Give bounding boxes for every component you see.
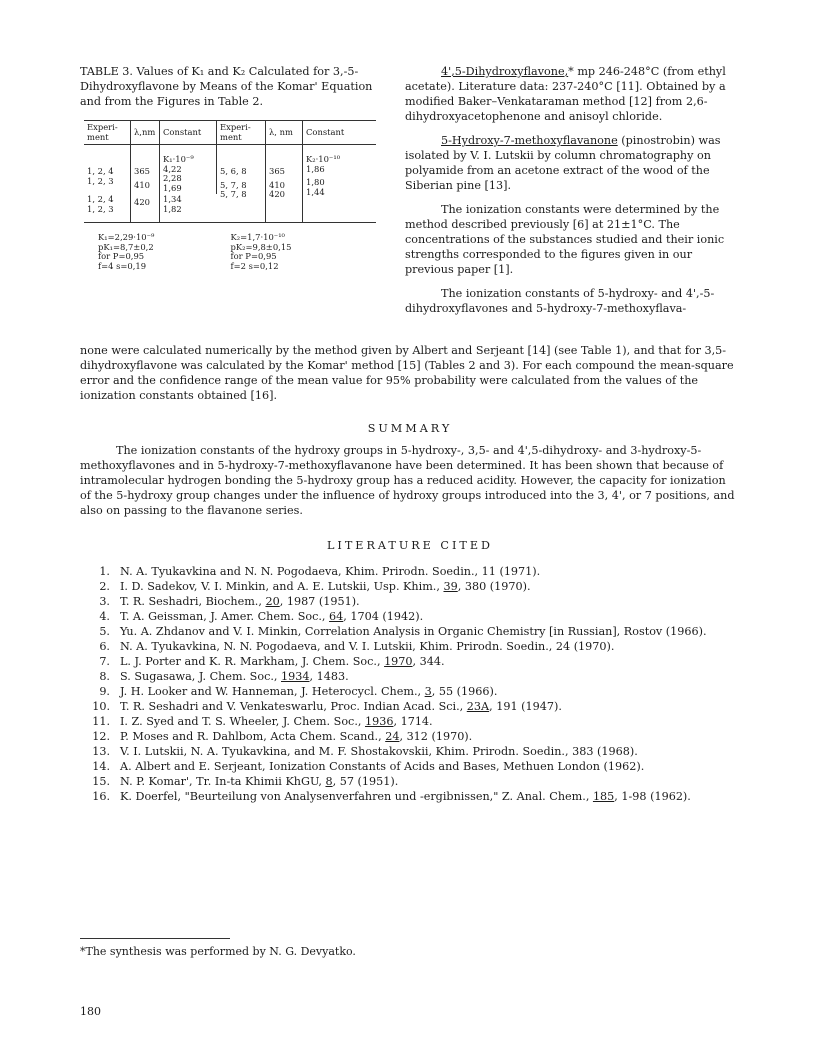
reference-item <box>80 609 760 624</box>
reference-item <box>80 714 760 729</box>
cell-exp: 5, 6, 8 5, 7, 8 5, 7, 8 <box>217 145 266 223</box>
reference-number: 9. <box>99 685 110 698</box>
reference-text: I. Z. Syed and T. S. Wheeler, J. Chem. Soc., 1936, 1714. <box>120 715 433 728</box>
cell-exp: 1, 2, 4 1, 2, 3 <box>84 194 131 223</box>
reference-number: 11. <box>92 715 110 728</box>
reference-item <box>80 624 760 639</box>
cell-nm: 365 410 420 <box>266 145 303 223</box>
reference-text: T. R. Seshadri and V. Venkateswarlu, Proc. Indian Acad. Sci., 23A, 191 (1947). <box>120 700 562 713</box>
table-caption: TABLE 3. Values of K₁ and K₂ Calculated for 3,-5-Dihydroxyflavone by Means of the Komar' Equation and from the Figures in Table 2. <box>80 65 373 108</box>
reference-item <box>80 639 760 654</box>
reference-number: 16. <box>92 790 110 803</box>
reference-text: A. Albert and E. Serjeant, Ionization Constants of Acids and Bases, Methuen London (1962). <box>120 760 645 773</box>
reference-number: 6. <box>99 640 110 653</box>
reference-list <box>80 564 760 804</box>
reference-number: 8. <box>99 670 110 683</box>
reference-text: N. A. Tyukavkina, N. N. Pogodaeva, and V. I. Lutskii, Khim. Prirodn. Soedin., 24 (1970). <box>120 640 615 653</box>
cell-const: 1,34 1,82 <box>163 194 182 214</box>
reference-number: 12. <box>92 730 110 743</box>
table-row <box>84 145 376 195</box>
summary-k2: K₂=1,7·10⁻¹⁰ pK₂=9,8±0,15 for P=0,95 f=2 s=0,12 <box>217 223 377 273</box>
reference-text: J. H. Looker and W. Hanneman, J. Heterocycl. Chem., 3, 55 (1966). <box>120 685 498 698</box>
reference-item <box>80 744 760 759</box>
reference-number: 7. <box>99 655 110 668</box>
reference-item <box>80 669 760 684</box>
reference-number: 14. <box>92 760 110 773</box>
paragraph: The ionization constants of 5-hydroxy- and 4',-5-dihydroxyflavones and 5-hydroxy-7-methoxyflava- <box>405 287 715 315</box>
reference-text: P. Moses and R. Dahlbom, Acta Chem. Scand., 24, 312 (1970). <box>120 730 473 743</box>
reference-text: V. I. Lutskii, N. A. Tyukavkina, and M. F. Shostakovskii, Khim. Prirodn. Soedin., 383 (1968). <box>120 745 638 758</box>
col-header: Constant <box>160 121 217 145</box>
reference-text: T. A. Geissman, J. Amer. Chem. Soc., 64, 1704 (1942). <box>120 610 424 623</box>
continuation-paragraph: none were calculated numerically by the method given by Albert and Serjeant [14] (see Table 1), and that for 3,5-dihydroxyflavone was calculated by the Komar' method [15] (Tables 2 and 3). For each compound the mean-square error and the confidence range of the mean value for 95% probability were calculated from the values of the ionization constants obtained [16]. <box>80 344 734 402</box>
reference-item <box>80 684 760 699</box>
reference-number: 2. <box>99 580 110 593</box>
reference-text: K. Doerfel, "Beurteilung von Analysenverfahren und -ergibnissen," Z. Anal. Chem., 185, 1-98 (1962). <box>120 790 691 803</box>
cell-const: K₁·10⁻⁹ 4,22 2,28 1,69 <box>160 145 217 195</box>
col-header: Experi-ment <box>84 121 131 145</box>
col-header: λ, nm <box>266 121 303 145</box>
reference-number: 15. <box>92 775 110 788</box>
reference-number: 4. <box>99 610 110 623</box>
paragraph: The ionization constants were determined by the method described previously [6] at 21±1°C. The concentrations of the substances studied and their ionic strengths corresponded to the figures given in our previous paper [1]. <box>405 203 725 276</box>
cell-const: K₂·10⁻¹⁰ 1,86 1,80 1,44 <box>306 154 341 197</box>
reference-item <box>80 594 760 609</box>
right-column <box>405 64 735 316</box>
reference-item <box>80 579 760 594</box>
col-header: λ,nm <box>131 121 160 145</box>
summary-k1: K₁=2,29·10⁻⁹ pK₁=8,7±0,2 for P=0,95 f=4 s=0,19 <box>84 223 217 273</box>
table-3 <box>84 120 376 272</box>
reference-number: 13. <box>92 745 110 758</box>
summary-heading: SUMMARY <box>367 422 453 435</box>
reference-item <box>80 759 760 774</box>
summary-body: The ionization constants of the hydroxy groups in 5-hydroxy-, 3,5- and 4',5-dihydroxy- and 3-hydroxy-5-methoxyflavones and in 5-hydroxy-7-methoxyflavanone have been determined. It has been shown that because of intramolecular hydrogen bonding the 5-hydroxy group has a reduced acidity. However, the capacity for ionization of the 5-hydroxy group changes under the influence of hydroxy groups introduced into the 3, 4', or 7 positions, and also on passing to the flavanone series. <box>80 444 735 517</box>
data-table <box>84 120 376 272</box>
reference-text: I. D. Sadekov, V. I. Minkin, and A. E. Lutskii, Usp. Khim., 39, 380 (1970). <box>120 580 531 593</box>
reference-text: Yu. A. Zhdanov and V. I. Minkin, Correlation Analysis in Organic Chemistry [in Russian], Rostov (1966). <box>120 625 707 638</box>
footnote: *The synthesis was performed by N. G. Devyatko. <box>80 945 356 958</box>
reference-number: 3. <box>99 595 110 608</box>
reference-item <box>80 789 760 804</box>
reference-item <box>80 774 760 789</box>
paragraph: 5-Hydroxy-7-methoxyflavanone (pinostrobin) was isolated by V. I. Lutskii by column chromatography on polyamide from an acetone extract of the wood of the Siberian pine [13]. <box>405 134 721 192</box>
reference-item <box>80 654 760 669</box>
reference-text: N. A. Tyukavkina and N. N. Pogodaeva, Khim. Prirodn. Soedin., 11 (1971). <box>120 565 541 578</box>
col-header: Constant <box>303 121 377 145</box>
table-header-row <box>84 121 376 145</box>
reference-text: T. R. Seshadri, Biochem., 20, 1987 (1951). <box>120 595 360 608</box>
footnote-rule <box>80 938 230 939</box>
reference-number: 10. <box>92 700 110 713</box>
col-header: Experi-ment <box>217 121 266 145</box>
compound-name: 4',5-Dihydroxyflavone, <box>441 65 569 78</box>
cell-nm: 365 410 <box>131 145 160 195</box>
reference-item <box>80 564 760 579</box>
reference-text: S. Sugasawa, J. Chem. Soc., 1934, 1483. <box>120 670 349 683</box>
paragraph: 4',5-Dihydroxyflavone,* mp 246-248°C (from ethyl acetate). Literature data: 237-240°C [11]. Obtained by a modified Baker–Venkataraman method [12] from 2,6-dihydroxyacetophenone and anisoyl chloride. <box>405 65 726 123</box>
table-summary-row <box>84 223 376 273</box>
compound-name: 5-Hydroxy-7-methoxyflavanone <box>441 134 618 147</box>
reference-item <box>80 699 760 714</box>
cell-exp: 1, 2, 4 1, 2, 3 <box>84 145 131 195</box>
page-number: 180 <box>80 1005 101 1018</box>
reference-number: 5. <box>99 625 110 638</box>
reference-text: N. P. Komar', Tr. In-ta Khimii KhGU, 8, 57 (1951). <box>120 775 399 788</box>
reference-text: L. J. Porter and K. R. Markham, J. Chem. Soc., 1970, 344. <box>120 655 445 668</box>
reference-number: 1. <box>99 565 110 578</box>
literature-heading: LITERATURE CITED <box>327 539 493 552</box>
reference-item <box>80 729 760 744</box>
cell-nm: 420 <box>131 194 160 223</box>
